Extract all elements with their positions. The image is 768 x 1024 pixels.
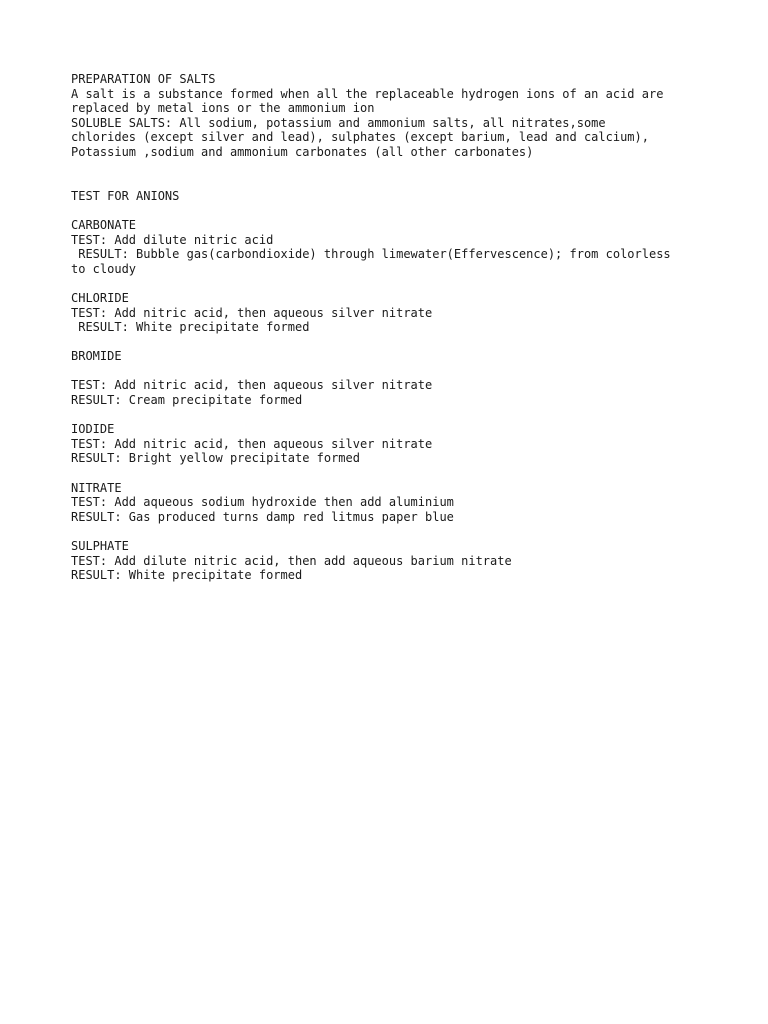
anion-result: RESULT: Bright yellow precipitate formed [71, 451, 360, 466]
anion-sulphate [71, 539, 711, 583]
anion-result: RESULT: Gas produced turns damp red litmus paper blue [71, 509, 454, 524]
anion-result: to cloudy [71, 261, 137, 276]
anion-result: RESULT: Cream precipitate formed [71, 393, 303, 408]
anion-name: CARBONATE [71, 217, 137, 232]
definition-line: replaced by metal ions or the ammonium ion [71, 101, 375, 116]
anion-name: IODIDE [71, 422, 115, 437]
anion-test: TEST: Add nitric acid, then aqueous silver nitrate [71, 305, 433, 320]
spacer [71, 364, 711, 379]
spacer [71, 408, 711, 423]
anion-name: BROMIDE [71, 349, 122, 364]
anion-result: RESULT: White precipitate formed [71, 320, 310, 335]
soluble-salts-line: SOLUBLE SALTS: All sodium, potassium and ammonium salts, all nitrates,some [71, 115, 606, 130]
anion-result: RESULT: Bubble gas(carbondioxide) through limewater(Effervescence); from colorless [71, 247, 671, 262]
spacer [71, 466, 711, 481]
anion-name: SULPHATE [71, 539, 129, 553]
anion-result: RESULT: White precipitate formed [71, 568, 303, 583]
anion-chloride [71, 291, 711, 335]
spacer [71, 276, 711, 291]
soluble-salts-line: chlorides (except silver and lead), sulphates (except barium, lead and calcium), [71, 130, 649, 145]
anion-name: CHLORIDE [71, 290, 129, 305]
anion-iodide [71, 422, 711, 466]
spacer [71, 335, 711, 350]
anion-test: TEST: Add aqueous sodium hydroxide then add aluminium [71, 495, 454, 510]
section-heading: TEST FOR ANIONS [71, 188, 180, 203]
spacer [71, 160, 711, 189]
anion-test: TEST: Add nitric acid, then aqueous silver nitrate [71, 436, 433, 451]
anion-name: NITRATE [71, 480, 122, 495]
spacer [71, 203, 711, 218]
anion-carbonate [71, 218, 711, 276]
anion-test: TEST: Add dilute nitric acid [71, 232, 274, 247]
document-title: PREPARATION OF SALTS [71, 72, 216, 86]
anion-nitrate [71, 481, 711, 525]
document-page [71, 72, 711, 583]
spacer [71, 524, 711, 539]
anion-test: TEST: Add dilute nitric acid, then add aqueous barium nitrate [71, 553, 512, 568]
anion-bromide [71, 349, 711, 407]
anion-test: TEST: Add nitric acid, then aqueous silver nitrate [71, 378, 433, 393]
definition-line: A salt is a substance formed when all the replaceable hydrogen ions of an acid are [71, 86, 664, 101]
soluble-salts-line: Potassium ,sodium and ammonium carbonates (all other carbonates) [71, 144, 534, 159]
intro-section [71, 72, 711, 160]
